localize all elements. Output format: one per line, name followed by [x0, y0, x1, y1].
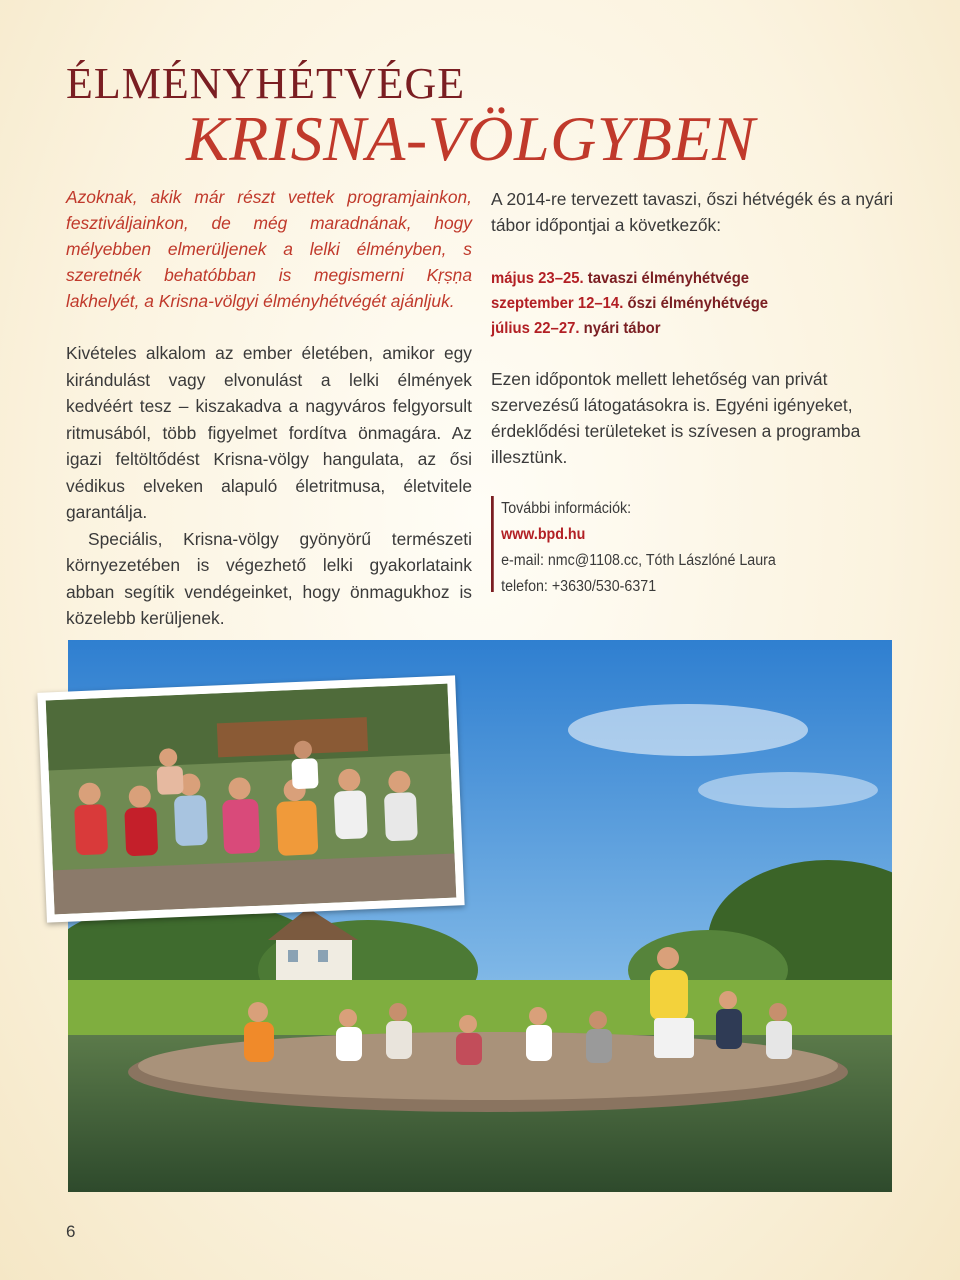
- body-paragraph-1: Kivételes alkalom az ember életében, amikor egy kirándulást vagy elvonulást a lelki élmények kedvéért tesz – kiszakadva a nagyváros felgyorsult ritmusából, több figyelmet fordítva önmagára. Az igazi feltöltődést Krisna-völgy hangulata, az ősi védikus elveken alapuló életritmusa, életvitele garantálja.: [66, 343, 472, 522]
- schedule-list: [491, 266, 882, 341]
- intro-paragraph: Azoknak, akik már részt vettek programjainkon, fesztiváljainkon, de még maradnának, hogy mélyebben elmerüljenek a lelki élményben, s szeretnék behatóbban is megismerni Kṛṣṇa lakhelyét, a Krisna-völgyi élményhétvégét ajánljuk.: [66, 187, 472, 311]
- schedule-date: szeptember 12–14.: [491, 295, 624, 312]
- group-portrait-photo: [37, 675, 464, 922]
- body-left: [66, 340, 472, 632]
- schedule-intro: A 2014-re tervezett tavaszi, őszi hétvégék és a nyári tábor időpontjai a következők:: [491, 189, 894, 235]
- title-line-1: ÉLMÉNYHÉTVÉGE: [66, 59, 466, 108]
- body-paragraph-2: Speciális, Krisna-völgy gyönyörű természeti környezetében is végezhető lelki gyakorlataink abban segítik vendégeinket, hogy önmagukhoz is közelebb kerüljenek.: [66, 528, 472, 628]
- page-number: 6: [66, 1222, 76, 1241]
- schedule-item: [491, 291, 882, 316]
- schedule-label: őszi élményhétvége: [627, 295, 769, 312]
- schedule-item: [491, 266, 882, 291]
- info-heading: További információk:: [501, 500, 632, 517]
- schedule-label: tavaszi élményhétvége: [587, 270, 750, 287]
- contact-info: [491, 496, 776, 595]
- website-link[interactable]: www.bpd.hu: [501, 526, 586, 543]
- schedule-item: [491, 316, 882, 341]
- phone-line: telefon: +3630/530-6371: [501, 578, 657, 595]
- schedule-label: nyári tábor: [583, 320, 661, 337]
- schedule-date: május 23–25.: [491, 270, 584, 287]
- email-line: e-mail: nmc@1108.cc, Tóth Lászlóné Laura: [501, 552, 776, 569]
- group-portrait-image: [46, 684, 457, 915]
- title-line-2: KRISNA-VÖLGYBEN: [186, 103, 756, 174]
- private-visits-paragraph: Ezen időpontok mellett lehetőség van privát szervezésű látogatásokra is. Egyéni igényeket, érdeklődési területeket is szívesen a programba illesztünk.: [491, 369, 861, 467]
- schedule-date: július 22–27.: [491, 320, 580, 337]
